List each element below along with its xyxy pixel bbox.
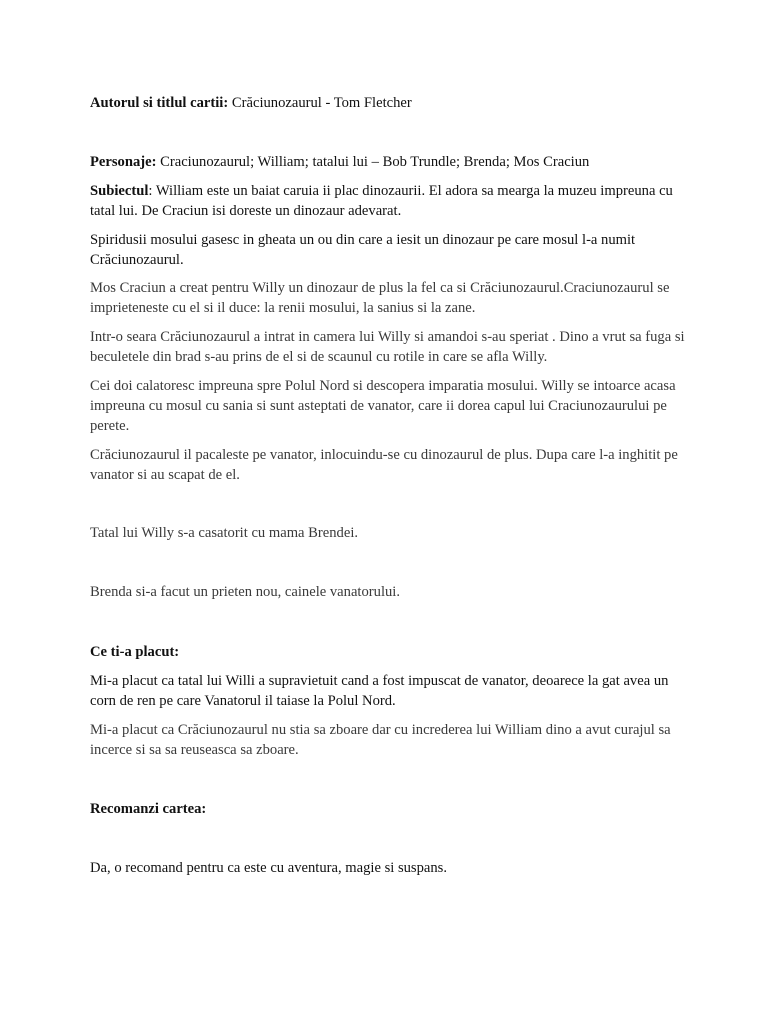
story-paragraph-1: Spiridusii mosului gasesc in gheata un ou din care a iesit un dinozaur pe care mosul l-a numit Crăciunozaurul. [90, 232, 636, 268]
story-paragraph-5: Crăciunozaurul il pacaleste pe vanator, inlocuindu-se cu dinozaurul de plus. Dupa care l-a inghitit pe vanator si au scapat de el. [90, 447, 678, 483]
story-paragraph-6: Tatal lui Willy s-a casatorit cu mama Brendei. [90, 525, 359, 541]
characters-line [90, 152, 690, 172]
author-label: Autorul si titlul cartii: [90, 95, 229, 111]
characters-label: Personaje: [90, 154, 157, 170]
author-value: Crăciunozaurul - Tom Fletcher [231, 95, 412, 111]
liked-paragraph-1: Mi-a placut ca tatal lui Willi a supravietuit cand a fost impuscat de vanator, deoarece la gat avea un corn de ren pe care Vanatorul il taiase la Polul Nord. [90, 673, 669, 709]
recommend-heading: Recomanzi cartea: [90, 801, 207, 817]
liked-paragraph-2: Mi-a placut ca Crăciunozaurul nu stia sa zboare dar cu increderea lui William dino a avut curajul sa incerce si sa sa reuseasca sa zboare. [90, 722, 671, 758]
liked-heading: Ce ti-a placut: [90, 644, 180, 660]
story-paragraph-2: Mos Craciun a creat pentru Willy un dinozaur de plus la fel ca si Crăciunozaurul.Craciunozaurul se imprieteneste cu el si il duce: la renii mosului, la sanius si la zane. [90, 280, 670, 316]
story-paragraph-4: Cei doi calatoresc impreuna spre Polul Nord si descopera imparatia mosului. Willy se intoarce acasa impreuna cu mosul cu sania si sunt asteptati de vanator, care ii dorea capul lui Craciunozaurului pe perete. [90, 378, 676, 434]
characters-value: Craciunozaurul; William; tatalui lui – Bob Trundle; Brenda; Mos Craciun [160, 154, 590, 170]
subject-label: Subiectul [90, 183, 149, 199]
recommend-answer: Da, o recomand pentru ca este cu aventura, magie si suspans. [90, 860, 448, 876]
subject-paragraph [90, 181, 690, 221]
story-paragraph-7: Brenda si-a facut un prieten nou, cainele vanatorului. [90, 584, 400, 600]
story-paragraph-3: Intr-o seara Crăciunozaurul a intrat in camera lui Willy si amandoi s-au speriat . Dino a vrut sa fuga si beculetele din brad s-au prins de el si de scaunul cu rotile in care se afla Willy. [90, 329, 685, 365]
subject-value: : William este un baiat caruia ii plac dinozaurii. El adora sa mearga la muzeu impreuna cu tatal lui. De Craciun isi doreste un dinozaur adevarat. [90, 183, 673, 219]
author-title-line [90, 93, 690, 113]
